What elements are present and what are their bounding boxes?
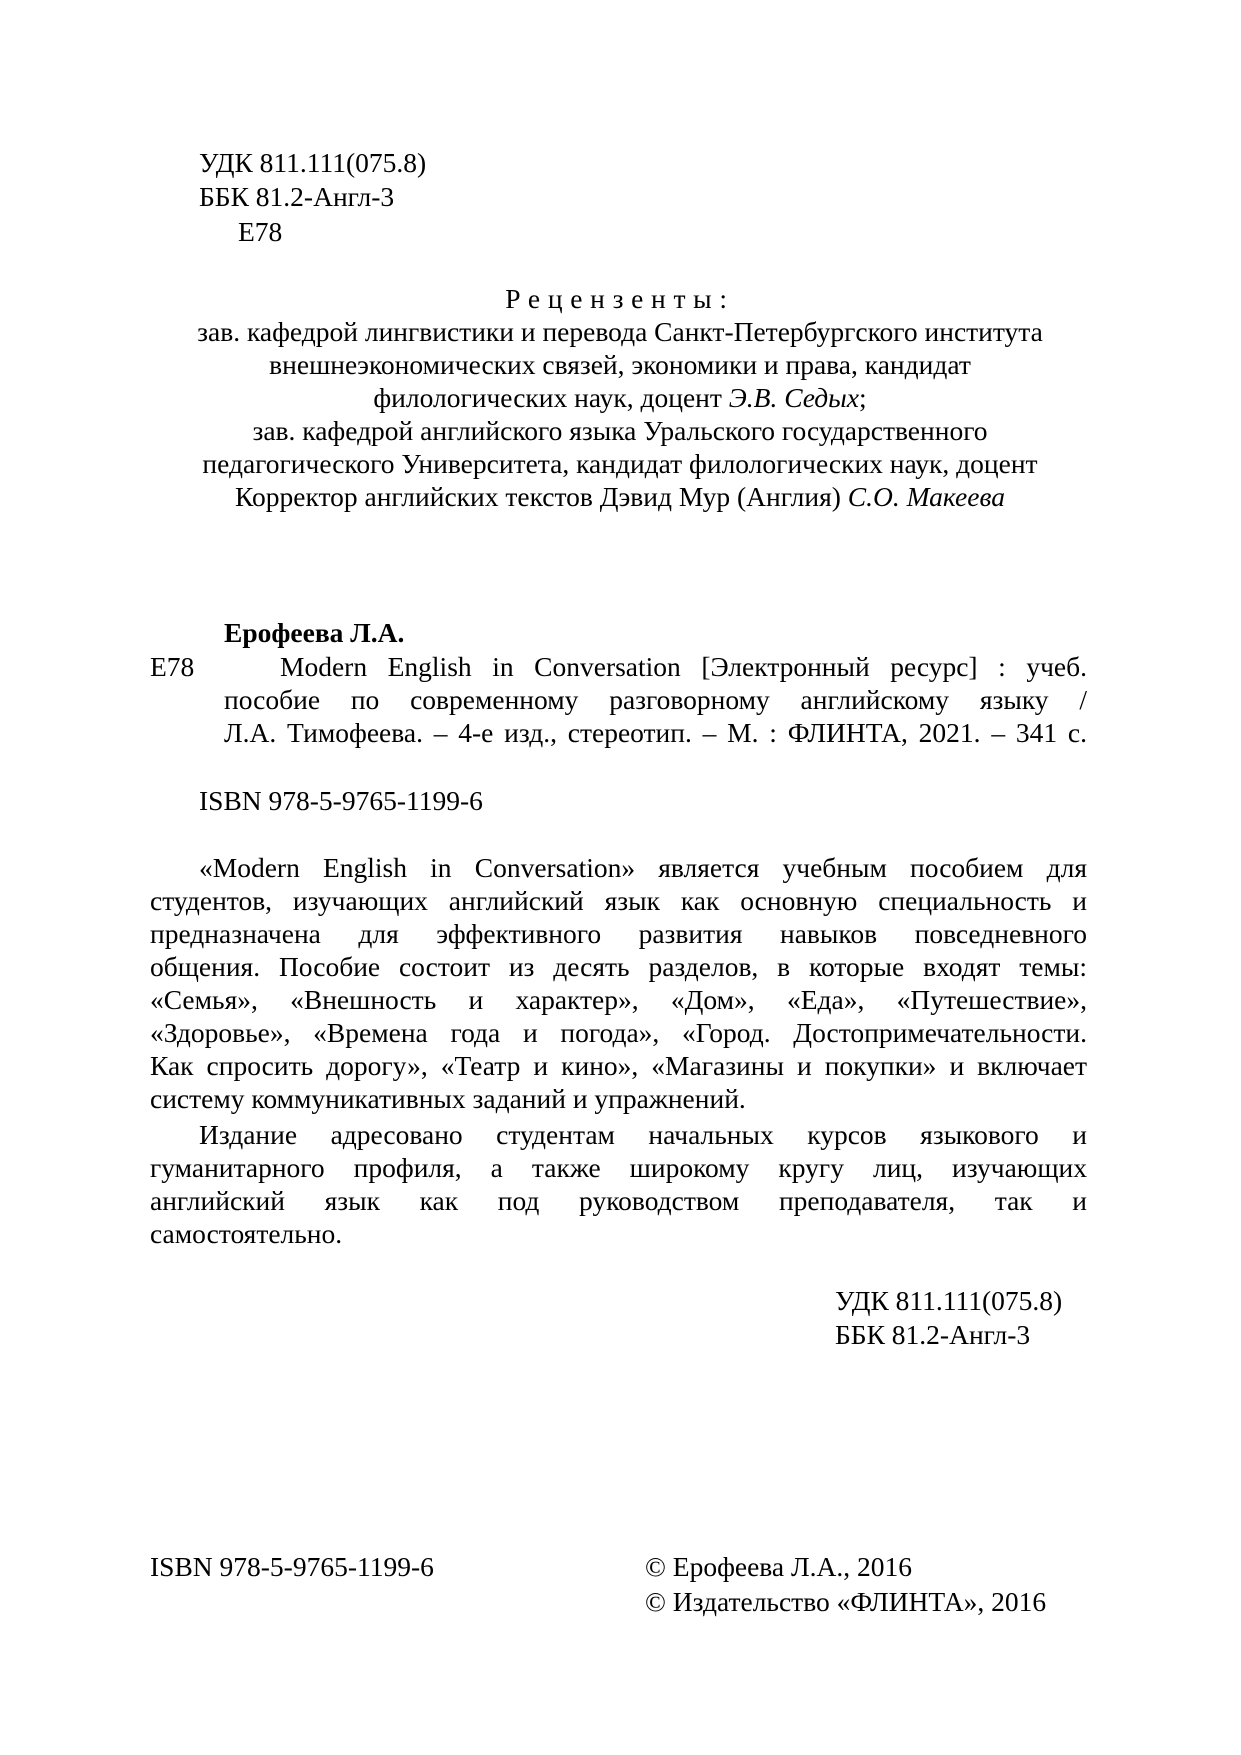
bib-description [224, 650, 1087, 749]
abstract-line: самостоятельно. [150, 1218, 343, 1249]
bib-author-text: Ерофеева Л.А. [224, 617, 405, 648]
abstract-line: гуманитарного профиля, а также широкому кругу лиц, изучающих [150, 1152, 1087, 1183]
reviewer-line-text: Корректор английских текстов Дэвид Мур (Англия) [235, 481, 848, 512]
reviewers-section [140, 282, 1100, 513]
reviewers-heading: Рецензенты: [505, 283, 735, 314]
bib-line: пособие по современному разговорному английскому языку / [224, 684, 1087, 715]
reviewer-line: педагогического Университета, кандидат филологических наук, доцент [202, 448, 1038, 479]
abstract-line: Как спросить дорогу», «Театр и кино», «Магазины и покупки» и включает [150, 1050, 1087, 1081]
abstract-line: «Семья», «Внешность и характер», «Дом», «Еда», «Путешествие», [150, 984, 1087, 1015]
copyright-author: © Ерофеева Л.А., 2016 [645, 1551, 913, 1582]
bib-line: Л.А. Тимофеева. – 4-е изд., стереотип. – М. : ФЛИНТА, 2021. – 341 с. [224, 717, 1087, 748]
bbk-code-bottom: ББК 81.2-Англ-3 [835, 1319, 1031, 1350]
bib-author [224, 616, 404, 649]
reviewer-line [140, 381, 1100, 414]
copyright-publisher: © Издательство «ФЛИНТА», 2016 [645, 1586, 1047, 1617]
abstract-line: Издание адресовано студентам начальных курсов языкового и [199, 1119, 1087, 1150]
bib-code: Е78 [150, 651, 195, 682]
abstract-line: студентов, изучающих английский язык как основную специальность и [150, 885, 1087, 916]
reviewer-line: внешнеэкономических связей, экономики и права, кандидат [269, 349, 971, 380]
reviewer-name: С.О. Макеева [847, 481, 1005, 512]
reviewer-line: зав. кафедрой лингвистики и перевода Санкт-Петербургского института [197, 316, 1043, 347]
abstract-para2 [150, 1118, 1087, 1250]
reviewer-line: зав. кафедрой английского языка Уральского государственного [252, 415, 988, 446]
abstract-line: «Здоровье», «Времена года и погода», «Город. Достопримечательности. [150, 1017, 1087, 1048]
abstract-line: систему коммуникативных заданий и упражнений. [150, 1083, 746, 1114]
udk-code: УДК 811.111(075.8) [199, 147, 427, 178]
author-mark: Е78 [238, 216, 283, 247]
reviewer-name: Э.В. Седых [728, 382, 859, 413]
abstract-line: общения. Пособие состоит из десять разделов, в которые входят темы: [150, 951, 1087, 982]
footer-isbn: ISBN 978-5-9765-1199-6 [150, 1551, 434, 1582]
udk-code-bottom: УДК 811.111(075.8) [835, 1285, 1063, 1316]
abstract-line: «Modern English in Conversation» является учебным пособием для [199, 852, 1087, 883]
abstract-line: английский язык как под руководством преподавателя, так и [150, 1185, 1087, 1216]
reviewer-line [140, 480, 1100, 513]
abstract-para1 [150, 851, 1087, 1115]
bbk-code: ББК 81.2-Англ-3 [199, 181, 395, 212]
bib-line: Modern English in Conversation [Электронный ресурс] : учеб. [280, 651, 1087, 682]
abstract-line: предназначена для эффективного развития навыков повседневного [150, 918, 1087, 949]
reviewer-line-tail: ; [859, 382, 867, 413]
reviewer-line-text: филологических наук, доцент [373, 382, 729, 413]
bib-isbn: ISBN 978-5-9765-1199-6 [199, 785, 483, 816]
